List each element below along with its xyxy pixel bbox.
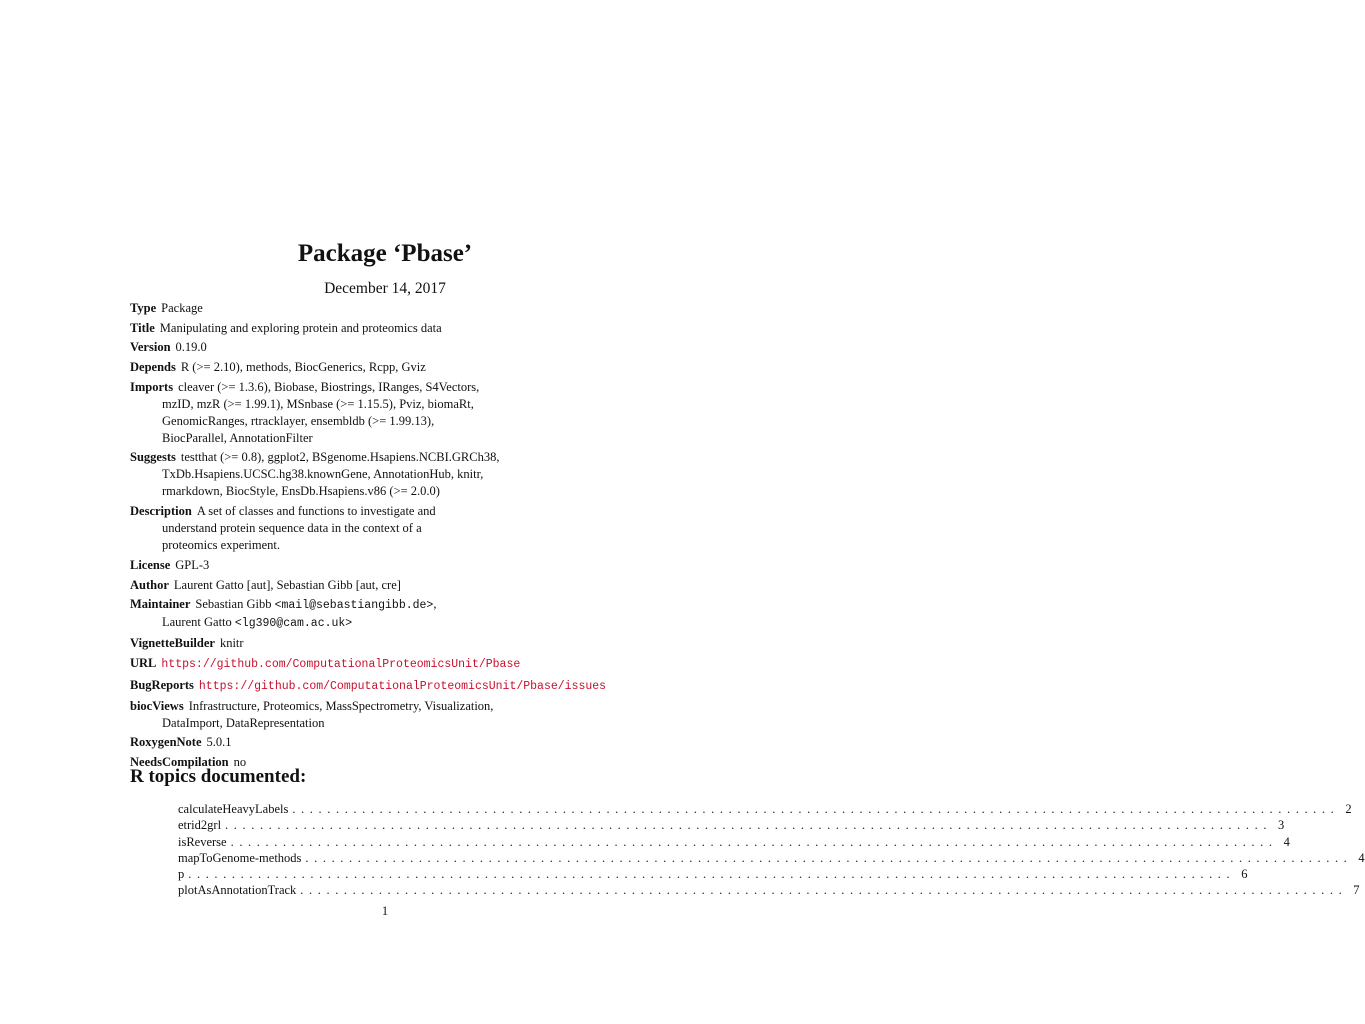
separator: , (433, 597, 437, 612)
field-value: BiocParallel, AnnotationFilter (162, 430, 313, 445)
package-date: December 14, 2017 (324, 280, 446, 297)
field-value: Laurent Gatto [aut], Sebastian Gibb [aut, cre] (173, 577, 401, 592)
maintainer-name-2: Laurent Gatto (162, 615, 232, 630)
toc-entry-name: etrid2grl (178, 818, 222, 833)
toc-entry-page: 3 (1278, 818, 1285, 833)
toc-entry-name: mapToGenome-methods (178, 850, 302, 865)
toc-entry-page: 4 (1283, 834, 1290, 849)
field-value: 0.19.0 (175, 340, 207, 355)
package-title: Package ‘Pbase’ (297, 240, 473, 267)
field-value: GPL-3 (175, 557, 210, 572)
field-key: License (130, 557, 171, 572)
field-value: knitr (219, 635, 244, 650)
field-key: Title (130, 320, 155, 335)
field-key: Version (130, 340, 171, 355)
toc-leader-dots: ........................................................................................................................ (292, 802, 1340, 816)
field-value: no (233, 754, 247, 769)
field-value: understand protein sequence data in the context of a (162, 521, 422, 536)
field-value: Package (161, 301, 203, 315)
field-key: VignetteBuilder (130, 635, 215, 650)
field-value: A set of classes and functions to investigate and (196, 504, 436, 519)
field-key: Type (130, 301, 157, 315)
field-value: testthat (>= 0.8), ggplot2, BSgenome.Hsapiens.NCBI.GRCh38, (180, 450, 500, 465)
field-key: biocViews (130, 698, 184, 713)
field-bugreports (130, 677, 650, 695)
field-key: NeedsCompilation (130, 754, 229, 769)
field-value: rmarkdown, BiocStyle, EnsDb.Hsapiens.v86 (>= 2.0.0) (162, 484, 440, 499)
field-roxygennote (130, 734, 650, 751)
field-depends (130, 359, 650, 376)
maintainer-email-1[interactable]: <mail@sebastiangibb.de> (274, 599, 434, 613)
field-value: cleaver (>= 1.3.6), Biobase, Biostrings, IRanges, S4Vectors, (178, 379, 480, 394)
url-link[interactable]: https://github.com/ComputationalProteomicsUnit/Pbase (161, 657, 521, 671)
field-value: TxDb.Hsapiens.UCSC.hg38.knownGene, AnnotationHub, knitr, (162, 467, 484, 482)
toc-entry-name: p (178, 867, 185, 882)
toc-entry-page: 6 (1241, 867, 1248, 882)
toc-entry-page: 2 (1345, 802, 1352, 816)
field-suggests (130, 449, 650, 500)
field-key: BugReports (130, 677, 194, 692)
field-key: URL (130, 655, 157, 670)
maintainer-name-1: Sebastian Gibb (195, 597, 272, 612)
toc-leader-dots: ........................................................................................................................ (230, 834, 1278, 849)
field-url (130, 655, 650, 673)
field-value: 5.0.1 (206, 735, 232, 750)
field-type (130, 300, 650, 317)
toc-entry[interactable] (178, 834, 1290, 850)
toc-leader-dots: ........................................................................................................................ (305, 850, 1353, 865)
field-title (130, 320, 650, 337)
toc-entry[interactable] (178, 801, 1352, 817)
field-value: Infrastructure, Proteomics, MassSpectrometry, Visualization, (188, 698, 494, 713)
field-key: Author (130, 577, 169, 592)
toc-leader-dots: ........................................................................................................................ (300, 883, 1348, 898)
toc-leader-dots: ........................................................................................................................ (188, 867, 1236, 882)
field-imports (130, 379, 650, 447)
toc-entry[interactable] (178, 882, 1360, 898)
bugreports-link[interactable]: https://github.com/ComputationalProteomicsUnit/Pbase/issues (198, 679, 607, 693)
field-value: GenomicRanges, rtracklayer, ensembldb (>= 1.99.13), (162, 413, 435, 428)
toc-entry-page: 7 (1353, 883, 1360, 898)
field-license (130, 557, 650, 574)
field-key: Maintainer (130, 597, 191, 612)
maintainer-email-2[interactable]: <lg390@cam.ac.uk> (234, 617, 353, 631)
toc-entry-name: calculateHeavyLabels (178, 802, 289, 816)
field-key: Suggests (130, 450, 176, 465)
toc-leader-dots: ........................................................................................................................ (225, 818, 1273, 833)
field-key: RoxygenNote (130, 735, 202, 750)
field-value: R (>= 2.10), methods, BiocGenerics, Rcpp, Gviz (180, 360, 426, 375)
field-value: proteomics experiment. (162, 538, 281, 553)
topics-heading: R topics documented: (130, 766, 307, 787)
page-number: 1 (381, 904, 389, 918)
toc-entry[interactable] (178, 866, 1248, 882)
field-value: DataImport, DataRepresentation (162, 715, 325, 730)
field-version (130, 339, 650, 356)
field-key: Description (130, 504, 192, 519)
field-value: Manipulating and exploring protein and proteomics data (159, 320, 442, 335)
description-fields (130, 300, 650, 774)
toc-entry-page: 4 (1358, 850, 1365, 865)
field-value: mzID, mzR (>= 1.99.1), MSnbase (>= 1.15.5), Pviz, biomaRt, (162, 396, 474, 411)
field-key: Depends (130, 360, 176, 375)
field-maintainer (130, 596, 650, 632)
toc-entry-name: isReverse (178, 834, 227, 849)
toc-entry-name: plotAsAnnotationTrack (178, 883, 297, 898)
toc-entry[interactable] (178, 850, 1365, 866)
field-description (130, 503, 650, 554)
field-vignettebuilder (130, 635, 650, 652)
toc-entry[interactable] (178, 817, 1285, 833)
field-author (130, 577, 650, 594)
field-biocviews (130, 698, 650, 732)
field-key: Imports (130, 379, 174, 394)
table-of-contents (178, 801, 1365, 899)
